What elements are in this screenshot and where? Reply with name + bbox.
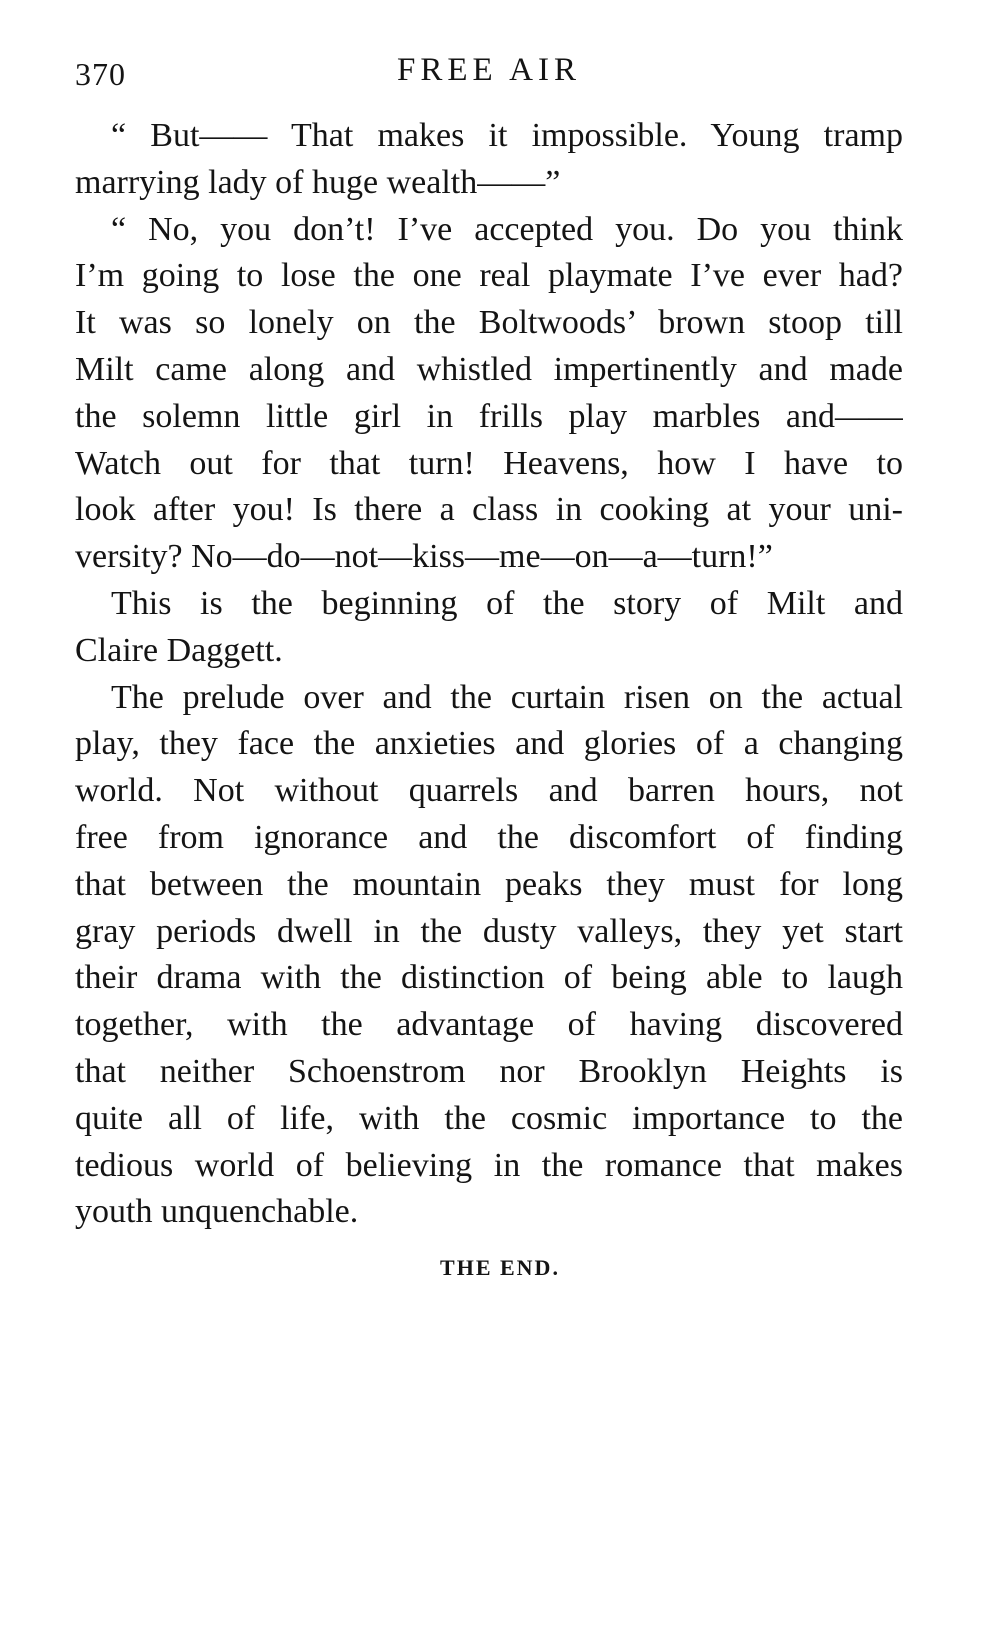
text-line: The prelude over and the curtain risen on the actual	[111, 678, 903, 716]
text-line: Milt came along and whistled impertinently and made	[75, 350, 903, 388]
end-mark: THE END.	[440, 1255, 560, 1280]
text-line: “ But—— That makes it impossible. Young tramp	[111, 117, 903, 154]
text-line: Watch out for that turn! Heavens, how I have to	[75, 444, 903, 482]
text-line: gray periods dwell in the dusty valleys, they yet start	[75, 912, 903, 950]
text-line: quite all of life, with the cosmic importance to the	[75, 1099, 903, 1137]
text-line: I’m going to lose the one real playmate I’ve ever had?	[75, 257, 903, 295]
text-line: that neither Schoenstrom nor Brooklyn Heights is	[75, 1052, 903, 1090]
running-head	[75, 52, 903, 102]
text-line: This is the beginning of the story of Milt and	[111, 584, 903, 622]
text-line: free from ignorance and the discomfort of finding	[75, 818, 903, 856]
text-line: marrying lady of huge wealth——”	[75, 163, 561, 201]
body-text	[75, 113, 903, 1236]
text-line: It was so lonely on the Boltwoods’ brown stoop till	[75, 304, 903, 342]
text-line: their drama with the distinction of being able to laugh	[75, 959, 903, 997]
page-number: 370	[75, 56, 126, 92]
text-line: “ No, you don’t! I’ve accepted you. Do you think	[111, 210, 903, 248]
text-line: world. Not without quarrels and barren hours, not	[75, 772, 903, 810]
running-title: FREE AIR	[397, 52, 581, 88]
text-line: the solemn little girl in frills play marbles and——	[75, 397, 903, 435]
text-line: look after you! Is there a class in cooking at your uni-	[75, 491, 903, 529]
text-line: youth unquenchable.	[75, 1193, 359, 1231]
text-line: tedious world of believing in the romance that makes	[75, 1146, 903, 1184]
text-line: that between the mountain peaks they must for long	[75, 865, 903, 903]
text-line: together, with the advantage of having discovered	[75, 1006, 903, 1044]
text-line: Claire Daggett.	[75, 631, 283, 669]
text-line: versity? No—do—not—kiss—me—on—a—turn!”	[75, 538, 773, 576]
text-line: play, they face the anxieties and glories of a changing	[75, 725, 903, 763]
